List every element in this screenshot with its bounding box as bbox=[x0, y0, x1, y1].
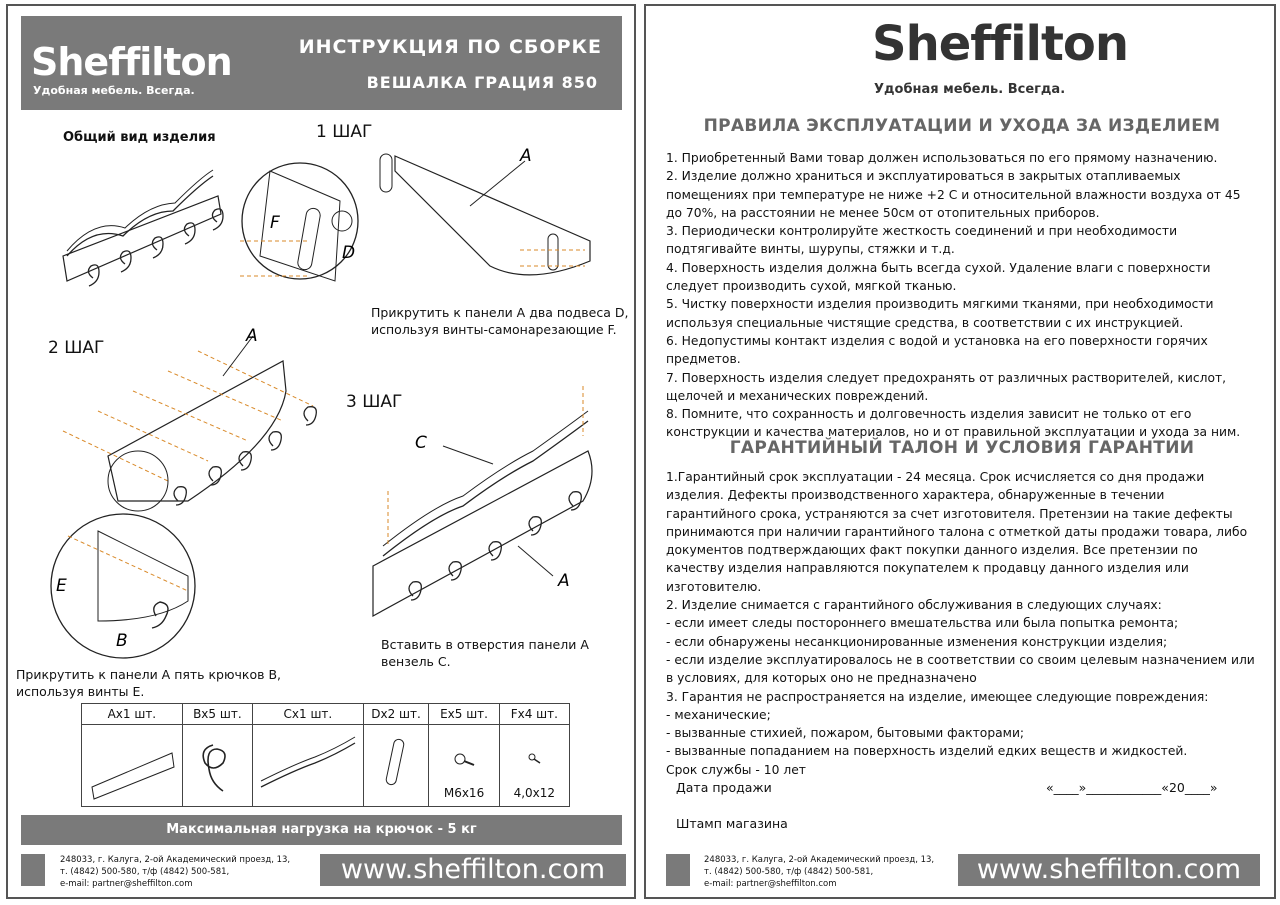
instruction-title: ИНСТРУКЦИЯ ПО СБОРКЕ bbox=[298, 36, 602, 58]
part-header: Fx4 шт. bbox=[499, 704, 569, 725]
rule-item: 5. Чистку поверхности изделия производить мягкими тканями, при необходимости используя специальные чистящие средства, в соответствии с их инструкцией. bbox=[666, 297, 1214, 330]
website-link[interactable]: www.sheffilton.com bbox=[320, 854, 626, 886]
rule-item: 4. Поверхность изделия должна быть всегда сухой. Удаление влаги с поверхности следует производить сухой, мягкой тканью. bbox=[666, 260, 1211, 294]
part-b-cell bbox=[182, 725, 252, 807]
brand-tagline: Удобная мебель. Всегда. bbox=[33, 84, 195, 97]
step2-drawing bbox=[38, 321, 338, 666]
assembly-instruction-page bbox=[6, 4, 636, 899]
step3-drawing bbox=[353, 376, 603, 626]
label-e: E bbox=[56, 576, 67, 596]
warranty-item: - вызванные попаданием на поверхность изделий едких веществ и жидкостей. bbox=[666, 744, 1188, 759]
monogram-c-icon bbox=[255, 725, 361, 803]
website-link[interactable]: www.sheffilton.com bbox=[958, 854, 1260, 886]
address-line: т. (4842) 500-580, т/ф (4842) 500-581, bbox=[60, 867, 230, 877]
warranty-item: - механические; bbox=[666, 707, 771, 722]
instruction-header bbox=[21, 16, 622, 110]
address-line: т. (4842) 500-580, т/ф (4842) 500-581, bbox=[704, 867, 874, 877]
part-header: Bx5 шт. bbox=[182, 704, 252, 725]
rule-item: 2. Изделие должно храниться и эксплуатироваться в закрытых отапливаемых помещениях при температуре не ниже +2 С и относительной влажности воздуха от 45 до 70%, на расстоянии не менее 50см от отопительных приборов. bbox=[666, 169, 1241, 220]
rule-item: 6. Недопустимы контакт изделия с водой и установка на его поверхности горячих предметов. bbox=[666, 333, 1208, 367]
general-view-drawing bbox=[53, 156, 233, 296]
step1-note-line: Прикрутить к панели А два подвеса D, bbox=[371, 305, 629, 320]
step3-note bbox=[381, 636, 589, 670]
part-header: Dx2 шт. bbox=[363, 704, 429, 725]
warranty-heading: ГАРАНТИЙНЫЙ ТАЛОН И УСЛОВИЯ ГАРАНТИИ bbox=[729, 438, 1195, 458]
warranty-item: - если имеет следы постороннего вмешательства или была попытка ремонта; bbox=[666, 616, 1179, 631]
screw-f-icon bbox=[504, 737, 564, 783]
sale-date-field[interactable]: «____»____________«20____» bbox=[1046, 780, 1218, 795]
screw-e-size: M6x16 bbox=[443, 786, 485, 800]
step2-label: 2 ШАГ bbox=[48, 338, 105, 358]
label-d: D bbox=[342, 243, 356, 263]
screw-f-size: 4,0x12 bbox=[513, 786, 556, 800]
label-a-step2: A bbox=[246, 326, 258, 346]
label-a-step3: A bbox=[558, 571, 570, 591]
step2-note-line: используя винты Е. bbox=[16, 684, 145, 699]
warranty-terms bbox=[666, 468, 1258, 779]
rule-item: 1. Приобретенный Вами товар должен использоваться по его прямому назначению. bbox=[666, 151, 1218, 165]
label-c: C bbox=[415, 433, 427, 453]
warranty-item: - если обнаружены несанкционированные изменения конструкции изделия; bbox=[666, 634, 1168, 649]
step1-label: 1 ШАГ bbox=[316, 122, 373, 142]
brand-logo: Sheffilton bbox=[31, 40, 232, 84]
brand-logo: Sheffilton bbox=[872, 16, 1129, 72]
address-line: 248033, г. Калуга, 2-ой Академический проезд, 13, bbox=[60, 855, 291, 865]
parts-table bbox=[81, 703, 570, 807]
panel-a-icon bbox=[84, 725, 180, 803]
step1-note bbox=[371, 304, 628, 338]
footer-square bbox=[666, 854, 690, 886]
rule-item: 7. Поверхность изделия следует предохранять от различных растворителей, кислот, щелочей и механических повреждений. bbox=[666, 370, 1227, 403]
part-f-cell bbox=[499, 725, 569, 807]
part-e-cell bbox=[429, 725, 499, 807]
sale-date-label: Дата продажи bbox=[676, 780, 772, 795]
brand-tagline: Удобная мебель. Всегда. bbox=[874, 82, 1066, 97]
company-address bbox=[60, 854, 290, 890]
max-load-banner: Максимальная нагрузка на крючок - 5 кг bbox=[21, 815, 622, 845]
part-header: Ax1 шт. bbox=[82, 704, 183, 725]
store-stamp-label: Штамп магазина bbox=[676, 816, 788, 831]
step2-note-line: Прикрутить к панели А пять крючков В, bbox=[16, 667, 281, 682]
label-f: F bbox=[270, 213, 280, 233]
warranty-item: 1.Гарантийный срок эксплуатации - 24 месяца. Срок исчисляется со дня продажи изделия. Дефекты производственного характера, обнаруженные в течении гарантийного срока, устраняются за счет изготовителя. Претензии на такие дефекты принимаются при наличии гарантийного талона с отметкой даты продажи товара, либо документов подтверждающих факт покупки данного изделия. Все претензии по качеству изделия направляются покупателем к продавцу данного изделия или изготовителю. bbox=[666, 470, 1248, 594]
product-title: ВЕШАЛКА ГРАЦИЯ 850 bbox=[366, 73, 598, 92]
warranty-item: - если изделие эксплуатировалось не в соответствии со своим целевым назначением или в условиях, для которых оно не предназначено bbox=[666, 652, 1255, 686]
part-d-cell bbox=[363, 725, 429, 807]
address-line: e-mail: partner@sheffilton.com bbox=[704, 879, 837, 889]
step3-note-line: вензель С. bbox=[381, 654, 451, 669]
bracket-d-icon bbox=[366, 725, 426, 803]
rule-item: 8. Помните, что сохранность и долговечность изделия зависит не только от его конструкции и качества материалов, но и от правильной эксплуатации и ухода за ним. bbox=[666, 407, 1241, 440]
warranty-item: 3. Гарантия не распространяется на изделие, имеющее следующие повреждения: bbox=[666, 689, 1209, 704]
company-address bbox=[704, 854, 934, 890]
step2-note bbox=[16, 666, 281, 700]
rules-heading: ПРАВИЛА ЭКСПЛУАТАЦИИ И УХОДА ЗА ИЗДЕЛИЕМ bbox=[703, 116, 1221, 136]
step3-note-line: Вставить в отверстия панели А bbox=[381, 637, 589, 652]
rules-list bbox=[666, 149, 1258, 442]
part-a-cell bbox=[82, 725, 183, 807]
label-a-step1: A bbox=[520, 146, 532, 166]
part-c-cell bbox=[253, 725, 364, 807]
warranty-page bbox=[644, 4, 1276, 899]
step1-drawing bbox=[230, 146, 600, 326]
part-header: Ex5 шт. bbox=[429, 704, 499, 725]
warranty-item: - вызванные стихией, пожаром, бытовыми факторами; bbox=[666, 726, 1025, 741]
address-line: 248033, г. Калуга, 2-ой Академический проезд, 13, bbox=[704, 855, 935, 865]
general-view-label: Общий вид изделия bbox=[63, 130, 216, 145]
rule-item: 3. Периодически контролируйте жесткость соединений и при необходимости подтягивайте винты, шурупы, стяжки и т.д. bbox=[666, 224, 1178, 257]
address-line: e-mail: partner@sheffilton.com bbox=[60, 879, 193, 889]
step1-note-line: используя винты-самонарезающие F. bbox=[371, 322, 617, 337]
hook-b-icon bbox=[187, 725, 247, 803]
step3-label: 3 ШАГ bbox=[346, 392, 403, 412]
label-b: B bbox=[116, 631, 128, 651]
part-header: Cx1 шт. bbox=[253, 704, 364, 725]
warranty-item: Срок службы - 10 лет bbox=[666, 762, 806, 777]
warranty-item: 2. Изделие снимается с гарантийного обслуживания в следующих случаях: bbox=[666, 598, 1162, 613]
screw-e-icon bbox=[434, 737, 494, 783]
footer-square bbox=[21, 854, 45, 886]
